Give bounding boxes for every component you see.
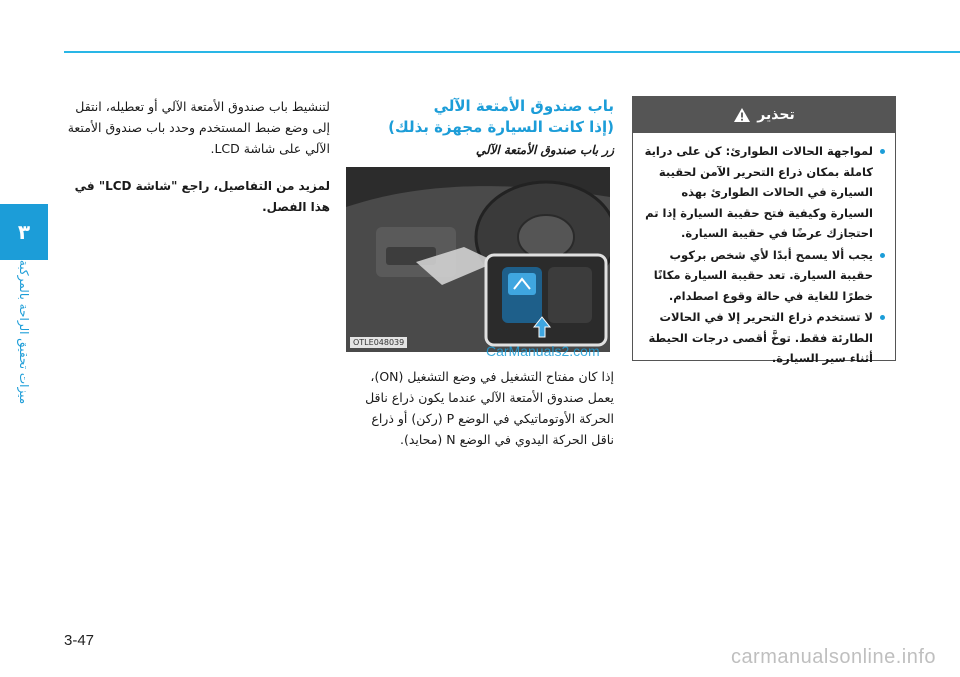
warning-item: لا تستخدم ذراع التحرير إلا في الحالات الطارئة فقط. توخَّ أقصى درجات الحيطة أثناء سير السيارة.: [643, 307, 885, 369]
section-title-line2: (إذا كانت السيارة مجهزة بذلك): [388, 118, 614, 136]
chapter-label-wrap: [14, 259, 34, 405]
photo-code: OTLE048039: [350, 337, 407, 348]
chapter-tab: [0, 204, 48, 260]
section-body: إذا كان مفتاح التشغيل في وضع التشغيل (ON)، يعمل صندوق الأمتعة الآلي عندما يكون ذراع ناقل الحركة الأوتوماتيكي في الوضع P (ركن) أو ذراع ناقل الحركة اليدوي في الوضع N (محايد).: [365, 369, 614, 447]
tailgate-button-photo: [346, 167, 610, 352]
page-number: 3-47: [64, 632, 95, 649]
warning-item: يجب ألا يسمح أبدًا لأي شخص بركوب حقيبة السيارة. تعد حقيبة السيارة مكانًا خطرًا للغاية في حالة وقوع اصطدام.: [643, 245, 885, 307]
left-reference-note: لمزيد من التفاصيل، راجع "شاشة LCD" في هذا الفصل.: [74, 179, 330, 214]
dashboard-illustration: [346, 167, 610, 352]
chapter-label: ميزات تحقيق الراحة بالمركبة: [17, 259, 31, 405]
top-rule: [64, 51, 960, 53]
section-title-line1: باب صندوق الأمتعة الآلي: [433, 97, 614, 115]
warning-list: [633, 133, 895, 369]
warning-header: [633, 97, 895, 133]
chapter-number: ٣: [17, 220, 31, 244]
warning-triangle-icon: [733, 107, 751, 123]
warning-title: تحذير: [757, 107, 795, 123]
warning-box: [632, 96, 896, 365]
section-title: [352, 96, 614, 138]
warning-item: لمواجهة الحالات الطوارئ: كن على دراية كاملة بمكان ذراع التحرير الآمن لحقيبة السيارة في الحالات الطوارئ بهذه السيارة وكيفية فتح حقيبة السيارة إذا تم احتجازك عرضًا في حقيبة السيارة.: [643, 141, 885, 244]
section-subtitle: زر باب صندوق الأمتعة الآلي: [475, 143, 614, 157]
footer-watermark: carmanualsonline.info: [730, 646, 936, 668]
image-watermark: CarManuals2.com: [486, 343, 600, 359]
left-paragraph: لتنشيط باب صندوق الأمتعة الآلي أو تعطيله، انتقل إلى وضع ضبط المستخدم وحدد باب صندوق الأمتعة الآلي على شاشة LCD.: [67, 99, 330, 156]
